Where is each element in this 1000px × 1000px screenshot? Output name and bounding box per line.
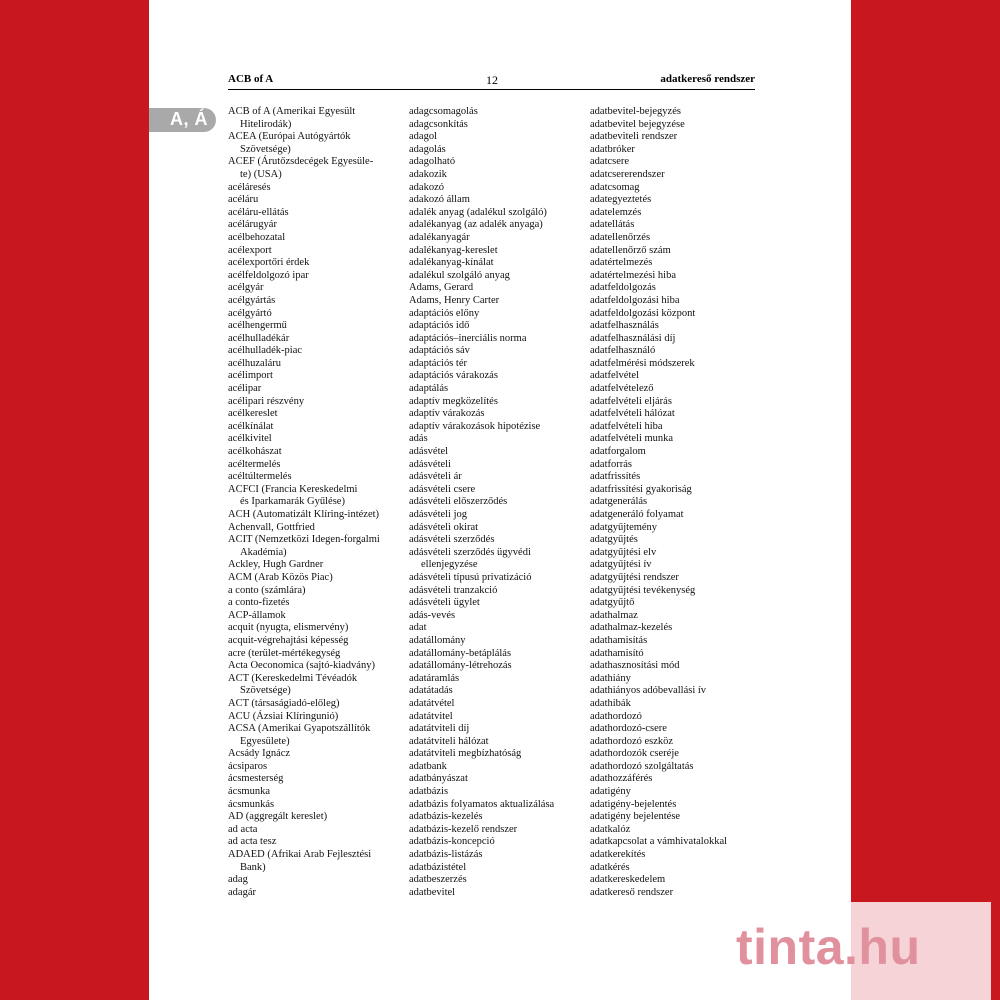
- dictionary-entry: adaptív megközelítés: [409, 395, 498, 407]
- dictionary-entry: adaptációs előny: [409, 307, 480, 319]
- dictionary-entry: adatcsererendszer: [590, 168, 665, 180]
- dictionary-entry: adathamisítás: [590, 634, 648, 646]
- dictionary-entry: adatfelvételező: [590, 383, 654, 395]
- dictionary-entry: adásvételi előszerződés: [409, 496, 508, 508]
- header-divider: [228, 89, 755, 90]
- dictionary-entry: adatgyűjtési elv: [590, 546, 657, 558]
- dictionary-entry: acélkereslet: [228, 408, 278, 420]
- dictionary-entry: acélárugyár: [228, 219, 277, 231]
- dictionary-entry: adatgyűjtemény: [590, 521, 658, 533]
- dictionary-entry: ácsmesterség: [228, 773, 284, 785]
- dictionary-entry: adagár: [228, 886, 256, 898]
- header-first-entry: ACB of A: [228, 73, 274, 85]
- dictionary-entry: adathordozó szolgáltatás: [590, 760, 694, 772]
- dictionary-entry: adategyeztetés: [590, 194, 652, 206]
- dictionary-entry: ACIT (Nemzetközi Idegen-forgalmi: [228, 534, 380, 546]
- dictionary-entry: adathamisító: [590, 647, 644, 659]
- dictionary-entry: adathordozó: [590, 710, 642, 722]
- dictionary-entry: adathordozó eszköz: [590, 735, 674, 747]
- dictionary-entry: acélgyártás: [228, 294, 276, 306]
- dictionary-entry: adatgyűjtési tevékenység: [590, 584, 696, 596]
- dictionary-entry: adatigény: [590, 786, 631, 798]
- dictionary-entry: acélexportőri érdek: [228, 257, 310, 269]
- dictionary-entry: adatkereskedelem: [590, 874, 666, 886]
- dictionary-entry: adatfelhasználási díj: [590, 332, 676, 344]
- dictionary-entry: adathordozó-csere: [590, 723, 667, 735]
- dictionary-entry: adatellátás: [590, 219, 635, 231]
- dictionary-entry: adatcsomag: [590, 181, 640, 193]
- dictionary-entry: ADAED (Afrikai Arab Fejlesztési: [228, 849, 372, 861]
- dictionary-entry: ad acta tesz: [228, 836, 277, 848]
- dictionary-entry: adásvételi szerződés ügyvédi: [409, 546, 531, 558]
- dictionary-entry: adatbázis-kezelő rendszer: [409, 823, 518, 835]
- dictionary-entry: adatbázistétel: [409, 861, 467, 873]
- dictionary-entry: Adams, Henry Carter: [409, 294, 500, 306]
- dictionary-entry: adatgeneráló folyamat: [590, 509, 684, 520]
- dictionary-entry: adatfelmérési módszerek: [590, 357, 695, 369]
- dictionary-entry: adathiányos adóbevallási ív: [590, 685, 707, 697]
- page-number: 12: [486, 73, 498, 87]
- dictionary-entry: acéltúltermelés: [228, 471, 292, 483]
- dictionary-entry: ACP-államok: [228, 609, 286, 621]
- dictionary-entry: adatfelvételi munka: [590, 433, 674, 445]
- dictionary-entry: adatbevitel: [409, 886, 456, 898]
- dictionary-entry: adalékanyagár: [409, 231, 470, 243]
- dictionary-entry: adathasznosítási mód: [590, 660, 680, 672]
- dictionary-entry: adatfelvételi eljárás: [590, 395, 672, 407]
- dictionary-entry: adásvételi típusú privatizáció: [409, 571, 532, 583]
- dictionary-entry: adatátviteli megbízhatóság: [409, 748, 522, 760]
- dictionary-entry: acélipari részvény: [228, 395, 305, 407]
- dictionary-entry: Akadémia): [240, 546, 287, 558]
- dictionary-entry: a conto (számlára): [228, 584, 306, 596]
- dictionary-entry: acquit-végrehajtási képesség: [228, 634, 349, 646]
- dictionary-entry: Ackley, Hugh Gardner: [228, 559, 324, 571]
- dictionary-entry: adatellenőrző szám: [590, 244, 671, 256]
- left-red-margin: [0, 0, 149, 1000]
- dictionary-entry: Szövetsége): [240, 685, 291, 697]
- dictionary-entry: adásvételi ügylet: [409, 597, 480, 609]
- dictionary-entry: adatállomány-létrehozás: [409, 660, 512, 672]
- dictionary-entry: adalékanyag-kereslet: [409, 244, 498, 256]
- dictionary-entry: adathibák: [590, 697, 631, 709]
- dictionary-entry: Szövetsége): [240, 143, 291, 155]
- dictionary-entry: adatgenerálás: [590, 496, 648, 508]
- dictionary-entry: adásvételi szerződés: [409, 534, 495, 546]
- dictionary-entry: ellenjegyzése: [421, 559, 478, 571]
- dictionary-entry: ad acta: [228, 823, 258, 835]
- dictionary-entry: adatbevitel-bejegyzés: [590, 106, 681, 117]
- tinta-watermark-logo: tinta.hu: [736, 919, 921, 975]
- dictionary-entry: a conto-fizetés: [228, 597, 290, 609]
- dictionary-entry: acélexport: [228, 244, 272, 256]
- dictionary-entry: adatellenőrzés: [590, 231, 651, 243]
- dictionary-entry: Achenvall, Gottfried: [228, 521, 315, 533]
- dictionary-entry: adatbróker: [590, 143, 635, 155]
- dictionary-entry: adatkérés: [590, 861, 630, 873]
- dictionary-entry: ACB of A (Amerikai Egyesült: [228, 106, 356, 117]
- dictionary-entry: Bank): [240, 861, 266, 873]
- dictionary-entry: adásvételi csere: [409, 483, 476, 495]
- dictionary-entry: ACFCI (Francia Kereskedelmi: [228, 483, 358, 495]
- dictionary-entry: adatgyűjtő: [590, 597, 635, 609]
- dictionary-entry: és Iparkamarák Gyűlése): [240, 496, 345, 508]
- dictionary-entry: adatfrissítés: [590, 471, 641, 483]
- dictionary-entry: acélkivitel: [228, 433, 272, 445]
- dictionary-entry: adatfelvétel: [590, 370, 639, 382]
- dictionary-entry: acélgyártó: [228, 307, 272, 319]
- dictionary-entry: adagol: [409, 131, 437, 143]
- dictionary-entry: ACT (Kereskedelmi Tévéadók: [228, 672, 358, 684]
- dictionary-entry: adatbázis folyamatos aktualizálása: [409, 798, 555, 810]
- dictionary-entry: adatbank: [409, 760, 447, 772]
- dictionary-entry: adatbevitel bejegyzése: [590, 118, 685, 130]
- dictionary-entry: acélimport: [228, 370, 273, 382]
- dictionary-entry: acélkínálat: [228, 420, 274, 432]
- dictionary-entry: adásvételi okirat: [409, 521, 479, 533]
- header-last-entry: adatkereső rendszer: [660, 73, 755, 85]
- dictionary-entry: Hitelirodák): [240, 118, 292, 130]
- dictionary-entry: adatgyűjtési rendszer: [590, 571, 679, 583]
- dictionary-entry: adatfeldolgozás: [590, 282, 656, 294]
- dictionary-entry: adatfeldolgozási hiba: [590, 294, 680, 306]
- dictionary-entry: acélhengermű: [228, 320, 287, 332]
- dictionary-entry: adatátviteli hálózat: [409, 735, 489, 747]
- dictionary-entry: adatkerekítés: [590, 849, 646, 861]
- dictionary-entry: adatátvitel: [409, 710, 453, 722]
- dictionary-entry: ACSA (Amerikai Gyapotszállítók: [228, 723, 371, 735]
- dictionary-entry: adag: [228, 874, 248, 886]
- dictionary-entry: adatgyűjtési ív: [590, 559, 652, 571]
- dictionary-entry: acélhulladék-piac: [228, 345, 303, 357]
- dictionary-entry: Adams, Gerard: [409, 282, 474, 294]
- dictionary-entry: adaptációs tér: [409, 357, 468, 369]
- dictionary-entry: adalék anyag (adalékul szolgáló): [409, 206, 547, 218]
- dictionary-entry: adatfelhasználás: [590, 320, 659, 332]
- dictionary-entry: ácsmunka: [228, 786, 270, 798]
- dictionary-entry: acéláru: [228, 194, 259, 206]
- dictionary-entry: Acta Oeconomica (sajtó-kiadvány): [228, 660, 375, 672]
- entry-column-1: [228, 106, 403, 899]
- dictionary-entry: acélbehozatal: [228, 231, 286, 243]
- dictionary-entry: adaptálás: [409, 383, 449, 395]
- dictionary-entry: adaptációs idő: [409, 320, 470, 332]
- dictionary-entry: ACEF (Árutőzsdecégek Egyesüle-: [228, 156, 374, 168]
- entry-column-3: [590, 106, 755, 899]
- dictionary-entry: acéltermelés: [228, 458, 281, 470]
- dictionary-entry: adatbázis-listázás: [409, 849, 483, 861]
- dictionary-entry: adathalmaz-kezelés: [590, 622, 673, 634]
- right-red-margin: [851, 0, 1000, 1000]
- dictionary-entry: adatbányászat: [409, 773, 468, 785]
- dictionary-entry: ACH (Automatizált Klíring-intézet): [228, 509, 380, 520]
- dictionary-entry: acélfeldolgozó ipar: [228, 269, 309, 281]
- dictionary-entry: adatkereső rendszer: [590, 886, 674, 898]
- dictionary-entry: adat: [409, 622, 427, 634]
- dictionary-entry: acquit (nyugta, elismervény): [228, 622, 349, 634]
- dictionary-entry: adásvétel: [409, 446, 449, 458]
- dictionary-entry: acélgyár: [228, 282, 264, 294]
- dictionary-entry: ACM (Arab Közös Piac): [228, 571, 333, 583]
- dictionary-entry: adatátadás: [409, 685, 453, 697]
- dictionary-entry: adatigény-bejelentés: [590, 798, 677, 810]
- dictionary-entry: acélhuzaláru: [228, 357, 282, 369]
- dictionary-entry: adathalmaz: [590, 609, 638, 621]
- entry-column-2: [409, 106, 587, 899]
- dictionary-entry: adatforgalom: [590, 446, 646, 458]
- dictionary-entry: ácsiparos: [228, 760, 268, 772]
- dictionary-entry: adatbeviteli rendszer: [590, 131, 678, 143]
- dictionary-entry: adatátviteli díj: [409, 723, 470, 735]
- dictionary-entry: adatbeszerzés: [409, 874, 467, 886]
- dictionary-entry: acéláresés: [228, 181, 271, 193]
- dictionary-entry: adatáramlás: [409, 672, 460, 684]
- dictionary-entry: adatbázis-koncepció: [409, 836, 495, 848]
- dictionary-entry: adagolható: [409, 156, 456, 168]
- dictionary-entry: adatcsere: [590, 156, 630, 168]
- dictionary-entry: adathozzáférés: [590, 773, 653, 785]
- dictionary-entry: adatállomány-betáplálás: [409, 647, 512, 659]
- dictionary-entry: adagcsonkítás: [409, 118, 468, 130]
- letter-thumb-tab: [149, 108, 216, 132]
- dictionary-entry: acélkohászat: [228, 446, 282, 458]
- dictionary-entry: adatértelmezés: [590, 257, 653, 269]
- dictionary-entry: adakozik: [409, 168, 447, 180]
- dictionary-entry: acéláru-ellátás: [228, 206, 289, 218]
- dictionary-entry: adagolás: [409, 143, 446, 155]
- dictionary-entry: ácsmunkás: [228, 798, 275, 810]
- dictionary-entry: adatkapcsolat a vámhivatalokkal: [590, 836, 728, 848]
- dictionary-entry: adatfelvételi hiba: [590, 420, 663, 432]
- dictionary-entry: adatbázis: [409, 786, 449, 798]
- dictionary-entry: adathordozók cseréje: [590, 748, 679, 760]
- running-header: [228, 73, 755, 89]
- dictionary-entry: adatátvétel: [409, 697, 455, 709]
- dictionary-entry: adatgyűjtés: [590, 534, 638, 546]
- dictionary-entry: adathiány: [590, 672, 631, 684]
- dictionary-entry: adakozó állam: [409, 194, 470, 206]
- dictionary-entry: acre (terület-mértékegység: [228, 647, 341, 659]
- dictionary-entry: AD (aggregált kereslet): [228, 811, 328, 823]
- dictionary-entry: adatkalóz: [590, 823, 631, 835]
- dictionary-entry: adásvételi jog: [409, 509, 468, 520]
- dictionary-entry: adatigény bejelentése: [590, 811, 681, 823]
- dictionary-entry: ACU (Ázsiai Klíringunió): [228, 710, 339, 722]
- dictionary-entry: adásvételi: [409, 458, 451, 470]
- dictionary-entry: adaptív várakozások hipotézise: [409, 420, 541, 432]
- dictionary-entry: adaptációs–inerciális norma: [409, 332, 527, 344]
- dictionary-entry: adatfrissítési gyakoriság: [590, 483, 692, 495]
- dictionary-entry: adagcsomagolás: [409, 106, 478, 117]
- dictionary-entry: te) (USA): [240, 168, 282, 180]
- dictionary-entry: adaptív várakozás: [409, 408, 485, 420]
- dictionary-entry: adatforrás: [590, 458, 632, 470]
- dictionary-entry: adatállomány: [409, 634, 466, 646]
- dictionary-entry: adalékanyag (az adalék anyaga): [409, 219, 543, 231]
- dictionary-entry: adatértelmezési hiba: [590, 269, 676, 281]
- dictionary-entry: ACEA (Európai Autógyártók: [228, 131, 351, 143]
- dictionary-entry: adás-vevés: [409, 609, 456, 621]
- dictionary-entry: adatfelhasználó: [590, 345, 656, 357]
- dictionary-entry: ACT (társaságiadó-előleg): [228, 697, 340, 709]
- dictionary-entry: adatfelvételi hálózat: [590, 408, 675, 420]
- dictionary-entry: adakozó: [409, 181, 444, 193]
- dictionary-entry: adásvételi tranzakció: [409, 584, 498, 596]
- dictionary-entry: adaptációs várakozás: [409, 370, 498, 382]
- dictionary-entry: adatelemzés: [590, 206, 642, 218]
- dictionary-entry: acélipar: [228, 383, 262, 395]
- dictionary-entry: adaptációs sáv: [409, 345, 470, 357]
- dictionary-entry: acélhulladékár: [228, 332, 290, 344]
- dictionary-entry: adásvételi ár: [409, 471, 462, 483]
- dictionary-entry: adatbázis-kezelés: [409, 811, 483, 823]
- dictionary-entry: Egyesülete): [240, 735, 290, 747]
- dictionary-entry: adás: [409, 433, 428, 445]
- dictionary-entry: Acsády Ignácz: [228, 748, 291, 760]
- dictionary-entry: adalékanyag-kínálat: [409, 257, 494, 269]
- letter-tab-label: A, Á: [170, 109, 208, 129]
- dictionary-entry: adalékul szolgáló anyag: [409, 269, 510, 281]
- dictionary-entry: adatfeldolgozási központ: [590, 307, 696, 319]
